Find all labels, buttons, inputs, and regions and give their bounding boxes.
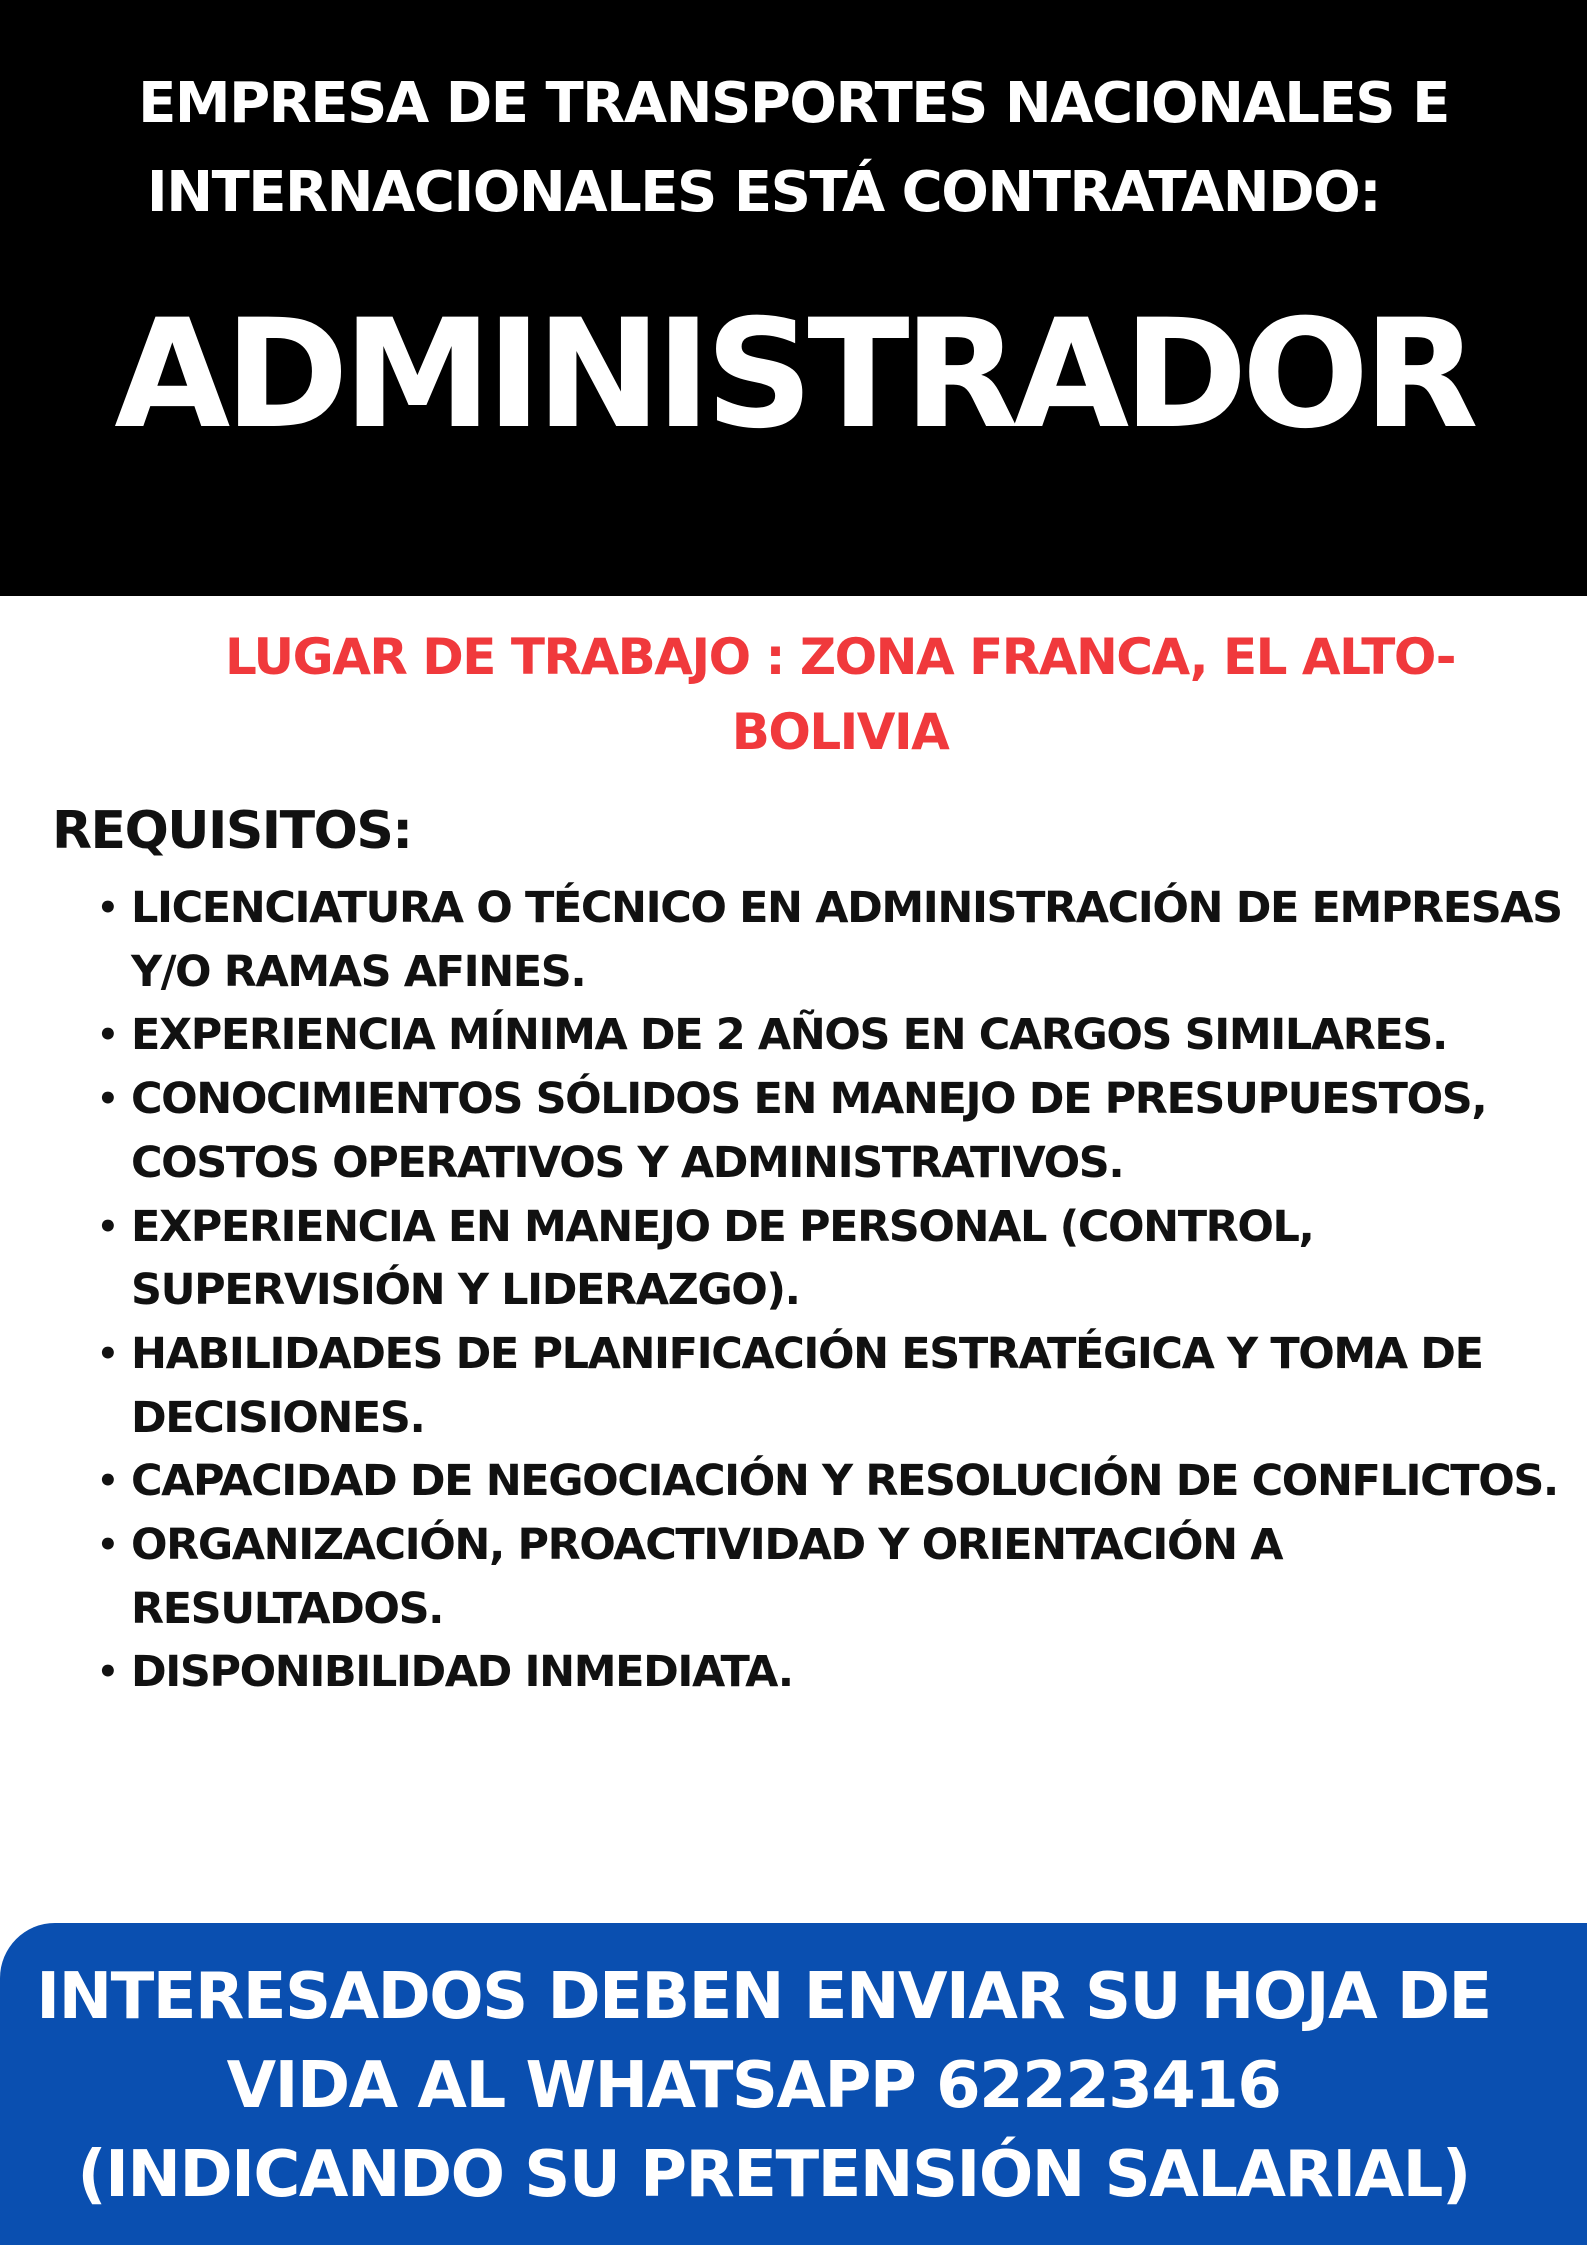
bullet-icon: •: [97, 1015, 118, 1056]
bullet-icon: •: [97, 888, 118, 928]
requirement-item: [95, 1323, 1565, 1450]
requirements-list: [95, 877, 1565, 1705]
requirement-text: EXPERIENCIA MÍNIMA DE 2 AÑOS EN CARGOS SIMILARES.: [131, 1010, 1447, 1061]
header-banner: [0, 0, 1587, 596]
bullet-icon: •: [97, 1206, 118, 1247]
contact-line-2: VIDA AL WHATSAPP 62223416: [226, 2049, 1281, 2123]
bullet-icon: •: [97, 1333, 118, 1374]
requirement-text: ORGANIZACIÓN, PROACTIVIDAD Y ORIENTACIÓN A RESULTADOS.: [131, 1520, 1283, 1634]
bullet-icon: •: [97, 1652, 118, 1693]
contact-footer: [0, 1923, 1587, 2245]
requirement-text: CAPACIDAD DE NEGOCIACIÓN Y RESOLUCIÓN DE CONFLICTOS.: [131, 1456, 1558, 1507]
company-line-2: INTERNACIONALES ESTÁ CONTRATANDO:: [146, 160, 1381, 225]
requirement-item: [95, 1450, 1565, 1514]
work-location: LUGAR DE TRABAJO : ZONA FRANCA, EL ALTO-BOLIVIA: [224, 628, 1456, 761]
requirement-item: [95, 1068, 1565, 1195]
requirement-item: [95, 1641, 1565, 1705]
job-title: ADMINISTRADOR: [114, 288, 1473, 462]
contact-line-3: (INDICANDO SU PRETENSIÓN SALARIAL): [77, 2138, 1470, 2212]
bullet-icon: •: [97, 1079, 118, 1120]
requirement-item: [95, 877, 1565, 1004]
requirement-text: CONOCIMIENTOS SÓLIDOS EN MANEJO DE PRESUPUESTOS, COSTOS OPERATIVOS Y ADMINISTRATIVOS.: [131, 1074, 1487, 1188]
requirement-item: [95, 1196, 1565, 1323]
requirement-item: [95, 1004, 1565, 1068]
bullet-icon: •: [97, 1525, 118, 1566]
requirement-text: DISPONIBILIDAD INMEDIATA.: [131, 1647, 793, 1698]
requirements-title: REQUISITOS:: [52, 801, 412, 861]
requirement-text: LICENCIATURA O TÉCNICO EN ADMINISTRACIÓN DE EMPRESAS Y/O RAMAS AFINES.: [131, 883, 1562, 997]
bullet-icon: •: [97, 1461, 118, 1502]
requirement-item: [95, 1514, 1565, 1641]
requirement-text: HABILIDADES DE PLANIFICACIÓN ESTRATÉGICA Y TOMA DE DECISIONES.: [131, 1328, 1483, 1443]
contact-line-1: INTERESADOS DEBEN ENVIAR SU HOJA DE: [36, 1960, 1491, 2034]
company-line-1: EMPRESA DE TRANSPORTES NACIONALES E: [138, 71, 1449, 136]
requirement-text: EXPERIENCIA EN MANEJO DE PERSONAL (CONTROL, SUPERVISIÓN Y LIDERAZGO).: [131, 1201, 1314, 1316]
